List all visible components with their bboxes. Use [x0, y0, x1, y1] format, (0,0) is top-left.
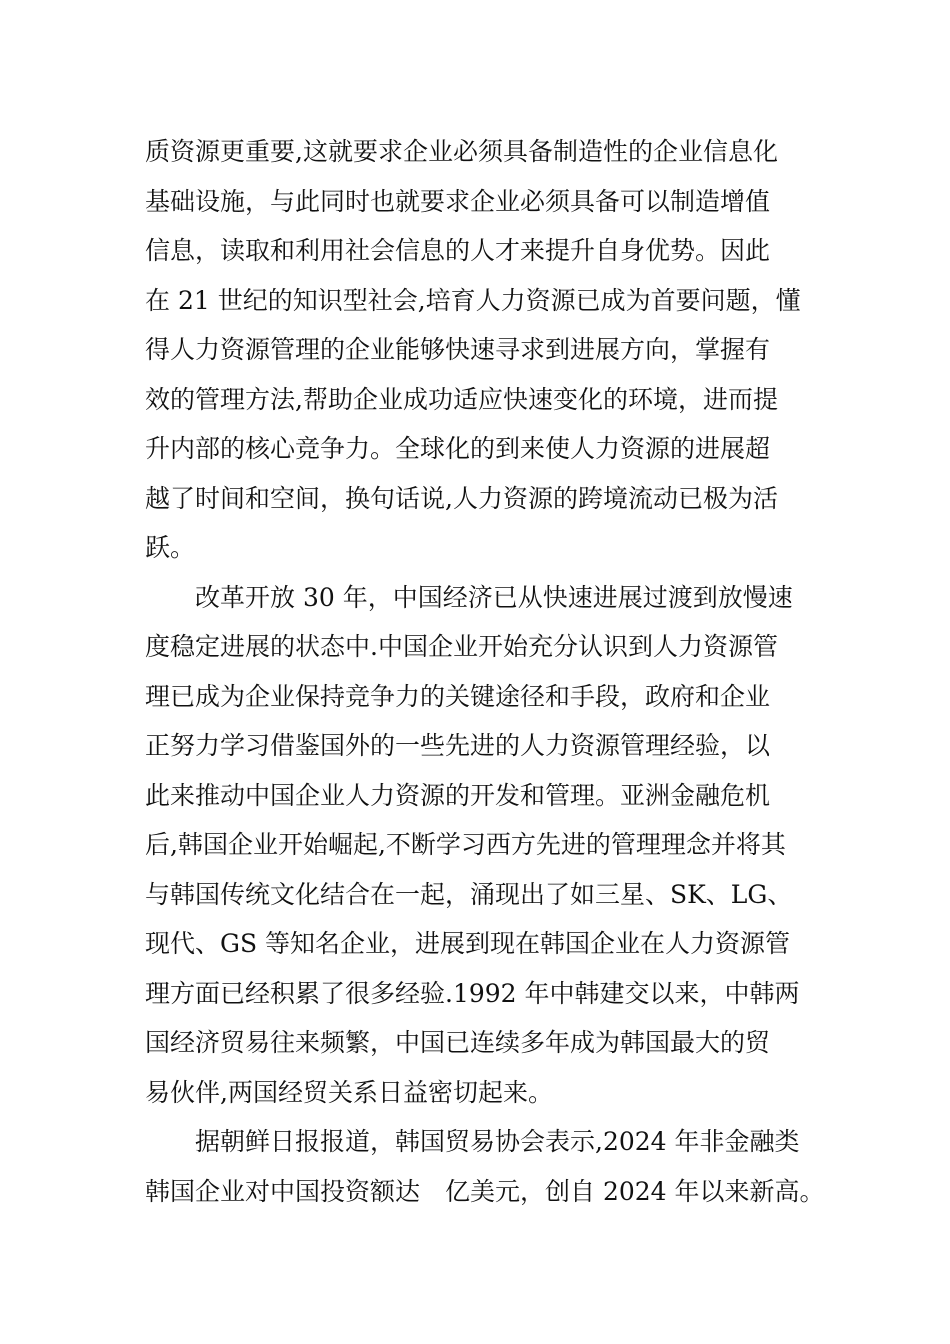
text-line: 后,韩国企业开始崛起,不断学习西方先进的管理理念并将其	[145, 830, 786, 859]
text-line: 跃。	[145, 533, 196, 562]
text-line: 理方面已经积累了很多经验.1992 年中韩建交以来，中韩两	[145, 978, 800, 1008]
text-line: 此来推动中国企业人力资源的开发和管理。亚洲金融危机	[145, 780, 771, 810]
text-line: 韩国企业对中国投资额达 亿美元，创自 2024 年以来新高。	[145, 1176, 825, 1206]
paragraph-2	[145, 573, 825, 1118]
text-line: 越了时间和空间，换句话说,人力资源的跨境流动已极为活	[145, 483, 778, 513]
text-line: 国经济贸易往来频繁，中国已连续多年成为韩国最大的贸	[145, 1028, 771, 1057]
text-line: 现代、GS 等知名企业，进展到现在韩国企业在人力资源管	[145, 929, 791, 958]
text-line: 效的管理方法,帮助企业成功适应快速变化的环境，进而提	[145, 384, 778, 414]
paragraph-1	[145, 127, 825, 573]
body-text	[145, 127, 825, 1216]
text-line: 据朝鲜日报报道，韩国贸易协会表示,2024 年非金融类	[195, 1127, 800, 1156]
text-line: 理已成为企业保持竞争力的关键途径和手段，政府和企业	[145, 681, 771, 711]
text-line: 基础设施，与此同时也就要求企业必须具备可以制造增值	[145, 186, 771, 216]
text-line: 改革开放 30 年，中国经济已从快速进展过渡到放慢速	[195, 582, 793, 612]
text-line: 得人力资源管理的企业能够快速寻求到进展方向，掌握有	[145, 335, 771, 364]
text-line: 度稳定进展的状态中.中国企业开始充分认识到人力资源管	[145, 632, 778, 661]
text-line: 信息，读取和利用社会信息的人才来提升自身优势。因此	[145, 236, 771, 265]
text-line: 质资源更重要,这就要求企业必须具备制造性的企业信息化	[145, 137, 778, 166]
text-line: 升内部的核心竞争力。全球化的到来使人力资源的进展超	[145, 434, 771, 463]
text-line: 与韩国传统文化结合在一起，涌现出了如三星、SK、LG、	[145, 879, 793, 909]
text-line: 在 21 世纪的知识型社会,培育人力资源已成为首要问题，懂	[145, 285, 801, 315]
text-line: 正努力学习借鉴国外的一些先进的人力资源管理经验，以	[145, 731, 771, 760]
text-line: 易伙伴,两国经贸关系日益密切起来。	[145, 1077, 553, 1107]
paragraph-3	[145, 1117, 825, 1216]
